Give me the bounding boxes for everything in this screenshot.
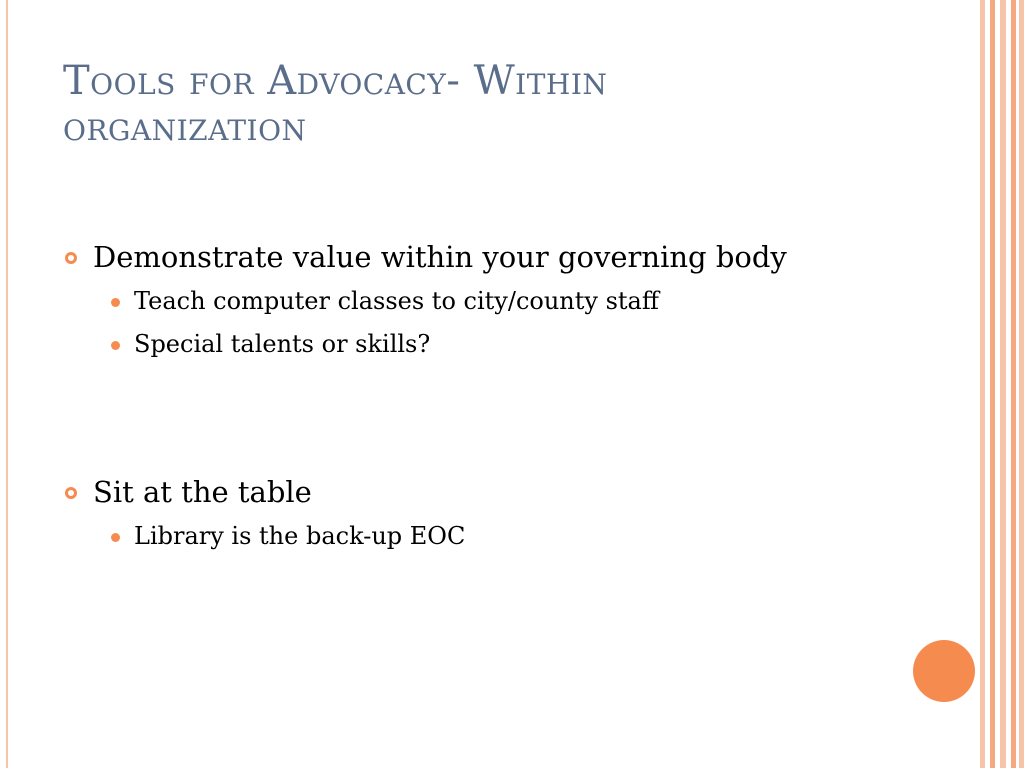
bullet-dot-icon [111, 533, 120, 542]
bullet-circle-icon [65, 252, 77, 264]
bullet-circle-icon [65, 487, 77, 499]
right-stripe-2 [990, 0, 995, 768]
right-stripe-5 [1019, 0, 1024, 768]
title-line-2: organization [63, 104, 307, 150]
bullet-level1: Demonstrate value within your governing body [93, 240, 787, 274]
right-stripe-4 [1011, 0, 1016, 768]
bullet-level1: Sit at the table [93, 475, 312, 509]
bullet-level2: Library is the back-up EOC [134, 522, 466, 550]
bullet-level2: Special talents or skills? [134, 330, 431, 358]
bullet-dot-icon [111, 298, 120, 307]
right-stripe-1 [980, 0, 985, 768]
slide-title [63, 58, 883, 150]
bullet-level2: Teach computer classes to city/county staff [134, 287, 659, 315]
right-stripe-3 [1000, 0, 1006, 768]
left-border-line [6, 0, 8, 768]
decorative-circle [913, 640, 975, 702]
bullet-dot-icon [111, 341, 120, 350]
title-line-1: Tools for Advocacy- Within [63, 58, 608, 104]
